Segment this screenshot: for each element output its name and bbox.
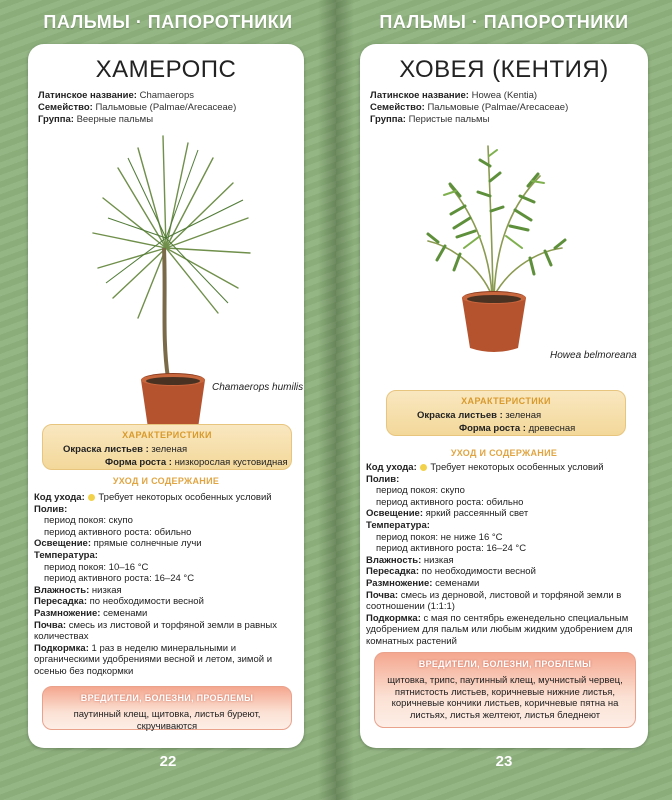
characteristics-title: ХАРАКТЕРИСТИКИ <box>461 396 551 406</box>
left-plant-card <box>28 44 304 748</box>
right-section-header: ПАЛЬМЫ · ПАПОРОТНИКИ <box>379 12 629 32</box>
meta-row: Семейство: Пальмовые (Palmae/Arecaceae) <box>370 102 569 113</box>
characteristics-row: Форма роста : древесная <box>459 423 576 434</box>
left-plant-meta <box>38 90 236 126</box>
right-plant-caption: Howea belmoreana <box>550 350 637 361</box>
right-characteristics-box <box>386 390 626 436</box>
meta-row: Латинское название: Chamaerops <box>38 90 194 101</box>
book-gutter-shadow <box>318 0 354 800</box>
meta-row: Латинское название: Howea (Kentia) <box>370 90 538 101</box>
pests-title: ВРЕДИТЕЛИ, БОЛЕЗНИ, ПРОБЛЕМЫ <box>80 693 254 703</box>
left-pests-box <box>42 686 292 730</box>
left-plant-caption: Chamaerops humilis <box>212 382 304 393</box>
right-plant-title: ХОВЕЯ (КЕНТИЯ) <box>399 56 609 83</box>
meta-row: Группа: Веерные пальмы <box>38 114 154 125</box>
yellow-dot-icon <box>420 464 427 471</box>
right-page-number: 23 <box>495 753 513 770</box>
yellow-dot-icon <box>88 494 95 501</box>
left-characteristics-box <box>42 424 292 470</box>
right-care-section: Код ухода: Требует некоторых особенных условий Полив: период покоя: скупо период активного роста: обильно Освещение: яркий рассеянный свет Температура: период покоя: не ниже 16 °С период активного роста: 16–24 °С Влажность: низкая Пересадка: по необходимости весной Размножение: семенами Почва: смесь из дерновой, листовой и торфяной земли в соотношении (1:1:1) Подкормка: с мая по сентябрь еженедельно специальным удобрением для пальм или любым жидким удобрением для комнатных растений <box>366 462 633 647</box>
left-care-title: УХОД И СОДЕРЖАНИЕ <box>112 476 220 486</box>
pests-title: ВРЕДИТЕЛИ, БОЛЕЗНИ, ПРОБЛЕМЫ <box>418 659 592 669</box>
pests-text: паутинный клещ, щитовка, листья буреют, скручиваются <box>73 709 261 732</box>
howea-plant-illustration <box>420 136 570 356</box>
left-page-number: 22 <box>159 753 177 770</box>
left-section-header: ПАЛЬМЫ · ПАПОРОТНИКИ <box>43 12 293 32</box>
right-plant-card <box>360 44 648 748</box>
characteristics-row: Форма роста : низкорослая кустовидная <box>105 457 288 468</box>
pests-text: щитовка, трипс, паутинный клещ, мучнистый червец, пятнистость листьев, коричневые нижние листья, коричневые кончики листьев, коричневые пятна на листьях, листья желтеют, листья бледнеют <box>387 675 623 721</box>
characteristics-row: Окраска листьев : зеленая <box>417 410 542 421</box>
characteristics-row: Окраска листьев : зеленая <box>63 444 188 455</box>
right-care-title: УХОД И СОДЕРЖАНИЕ <box>450 448 558 458</box>
left-plant-title: ХАМЕРОПС <box>95 56 237 83</box>
characteristics-title: ХАРАКТЕРИСТИКИ <box>122 430 212 440</box>
right-page <box>336 0 672 800</box>
right-plant-meta <box>370 90 568 126</box>
left-care-section: Код ухода: Требует некоторых особенных условий Полив: период покоя: скупо период активного роста: обильно Освещение: прямые солнечные лучи Температура: период покоя: 10–16 °С период активного роста: 16–24 °С Влажность: низкая Пересадка: по необходимости весной Размножение: семенами Почва: смесь из листовой и торфяной земли в равных количествах Подкормка: 1 раз в неделю минеральными и органическими удобрениями весной и летом, зимой и осенью без подкормки <box>34 492 277 677</box>
meta-row: Группа: Перистые пальмы <box>370 114 490 125</box>
meta-row: Семейство: Пальмовые (Palmae/Arecaceae) <box>38 102 237 113</box>
right-pests-box <box>374 652 636 728</box>
